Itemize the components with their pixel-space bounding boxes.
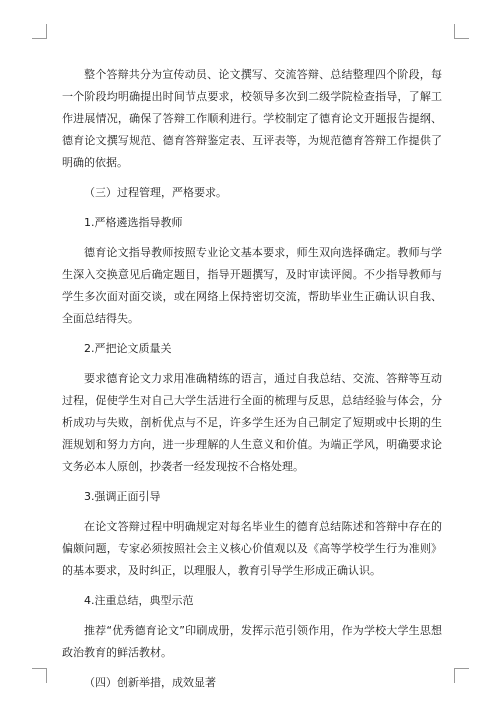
body-paragraph: 德育论文指导教师按照专业论文基本要求，师生双向选择确定。教师与学生深入交换意见后确定题目，指导开题撰写，及时审读评阅。不少指导教师与学生多次面对面交谈，或在网络上保持密切交流，帮助毕业生正确认识自我、全面总结得失。 — [62, 246, 442, 325]
section-heading: （三）过程管理，严格要求。 — [84, 186, 227, 199]
subsection-heading: 3.强调正面引导 — [84, 490, 161, 503]
subsection-heading: 4.注重总结，典型示范 — [84, 594, 194, 607]
document-body — [62, 64, 442, 702]
body-paragraph: 整个答辩共分为宣传动员、论文撰写、交流答辩、总结整理四个阶段，每一个阶段均明确提出时间节点要求，校领导多次到二级学院检查指导，了解工作进展情况，确保了答辩工作顺利进行。学校制定了德育论文开题报告提纲、德育论文撰写规范、德育答辩鉴定表、互评表等，为规范德育答辩工作提供了明确的依据。 — [62, 68, 442, 169]
crop-mark-bottom-right — [454, 668, 469, 683]
body-paragraph: 要求德育论文力求用准确精练的语言，通过自我总结、交流、答辩等互动过程，促使学生对自己大学生活进行全面的梳理与反思，总结经验与体会，分析成功与失败，剖析优点与不足，许多学生还为自己制定了短期或中长期的生涯规划和努力方向，进一步理解的人生意义和价值。为端正学风，明确要求论文务必本人原创，抄袭者一经发现按不合格处理。 — [62, 372, 442, 473]
crop-mark-top-left — [32, 24, 47, 39]
crop-mark-bottom-left — [32, 668, 47, 683]
subsection-heading: 1.严格遴选指导教师 — [84, 216, 183, 229]
body-paragraph: 推荐“优秀德育论文”印刷成册，发挥示范引领作用，作为学校大学生思想政治教育的鲜活教材。 — [62, 624, 442, 659]
section-heading: （四）创新举措，成效显著 — [84, 676, 216, 689]
body-paragraph: 在论文答辩过程中明确规定对每名毕业生的德育总结陈述和答辩中存在的偏颇问题，专家必须按照社会主义核心价值观以及《高等学校学生行为准则》的基本要求，及时纠正，以理服人，教育引导学生形成正确认识。 — [62, 520, 442, 577]
crop-mark-top-right — [454, 24, 469, 39]
subsection-heading: 2.严把论文质量关 — [84, 342, 172, 355]
